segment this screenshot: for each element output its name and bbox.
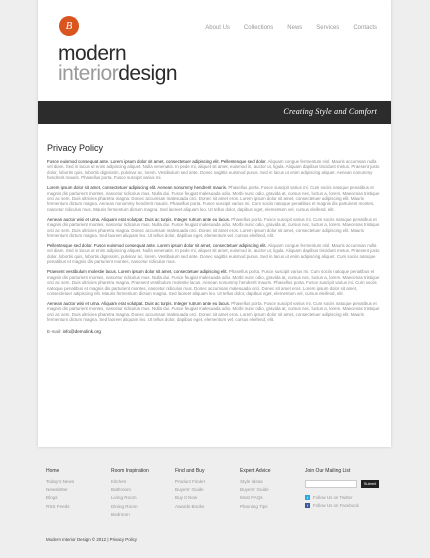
- footer-link[interactable]: Style Ideas: [240, 479, 263, 484]
- logo-text-design: design: [118, 62, 178, 85]
- footer-heading[interactable]: Room Inspiration: [111, 468, 149, 474]
- paragraph-body: Phasellus porta. Fusce suscipit varius mi. Cum sociis natoque penatibus et magnis dis parturient montes, nascetur ridiculus mus. Nulla dui. Fusce feugiat malesuada odio. Morbi nunc odio, gravida at, cursus nec, luctus a, lorem. Maecenas tristique orci ac sem. Duis ultricies pharetra magna. Praesent vestibulum molestie lacus. Aenean nonummy hendrerit mauris. Phasellus porta. Fusce suscipit varius mi. Cum sociis natoque penatibus et magnis dis parturient montes, nascetur ridiculus mus. Donec accumsan malesuada orci. Donec sit amet eros. Lorem ipsum dolor sit amet, consectetuer adipiscing elit. Mauris fermentum dictum magna. Sed laoreet aliquam leo. Ut tellus dolor, dapibus eget, elementum vel, cursus eleifend, elit.: [47, 269, 380, 296]
- main-nav: [205, 25, 377, 31]
- facebook-icon: f: [306, 503, 309, 508]
- paragraph-lead: Praesent vestibulum molestie lacus. Lorem ipsum dolor sit amet, consectetuer adipiscing elit.: [47, 269, 228, 275]
- tagline: Creating Style and Comfort: [283, 107, 377, 116]
- footer-col-expert-advice: [240, 468, 271, 512]
- paragraph: [47, 185, 381, 212]
- twitter-link[interactable]: [305, 495, 352, 500]
- mailing-submit-button[interactable]: Submit: [361, 480, 379, 488]
- email-link[interactable]: info@demolink.org: [62, 328, 101, 334]
- footer-link[interactable]: Bedroom: [111, 511, 130, 517]
- nav-collections[interactable]: Collections: [243, 25, 274, 31]
- twitter-label: Follow Us on Twitter: [313, 495, 353, 500]
- copyright: Modern Interior Design © 2012 | Privacy Policy: [46, 537, 138, 542]
- paragraph: [47, 243, 381, 265]
- footer-link[interactable]: Most FAQs: [240, 495, 263, 501]
- paragraph-lead: Aenean auctor wisi et urna. Aliquam erat volutpat. Duis ac turpis. Integer rutrum ante eu lacus.: [47, 216, 231, 222]
- mailing-email-input[interactable]: [305, 480, 357, 488]
- footer-col-find-and-buy: [175, 468, 205, 512]
- page-container: [38, 0, 391, 447]
- paragraph-body: Aliquam congue fermentum nisl. Mauris accumsan nulla vel diam. Sed in lacus ut enim adipiscing aliquet. Nulla venenatis. In pede mi, aliquet sit amet, euismod in, auctor ut, ligula. Aliquam dapibus tincidunt metus. Praesent justo dolor, lobortis quis, lobortis dignissim, pulvinar ac, lorem. Vestibulum sed ante. Donec sagittis euismod purus. Sed in lacus ut enim adipiscing aliquet. Aenean nonummy hendrerit mauris. Phasellus porta. Fusce suscipit varius mi.: [47, 159, 380, 181]
- footer-link[interactable]: Bathroom: [111, 487, 131, 493]
- email-label: E-mail:: [47, 328, 63, 334]
- nav-services[interactable]: Services: [316, 25, 340, 31]
- footer-link[interactable]: Product Finder: [175, 479, 206, 484]
- email-line: [47, 329, 381, 334]
- paragraph-lead: Fusce euismod consequat ante. Lorem ipsum dolor sit amet, consectetuer adipiscing elit. Pellentesque sed dolor.: [47, 159, 267, 164]
- footer-link[interactable]: Dining Room: [111, 503, 138, 509]
- footer-link[interactable]: Buyers' Guide: [175, 487, 204, 493]
- footer-col-room-inspiration: [111, 468, 149, 520]
- nav-about-us[interactable]: About Us: [205, 25, 230, 31]
- paragraph: [47, 269, 381, 296]
- paragraph-body: Phasellus porta. Fusce suscipit varius mi. Cum sociis natoque penatibus et magnis dis parturient montes, nascetur ridiculus mus. Nulla dui. Fusce feugiat malesuada odio. Morbi nunc odio, gravida at, cursus nec, luctus a, lorem. Maecenas tristique orci ac sem. Duis ultricies pharetra magna. Donec accumsan malesuada orci. Donec sit amet eros. Lorem ipsum dolor sit amet, consectetuer adipiscing elit. Mauris fermentum dictum magna. Sed laoreet aliquam leo. Ut tellus dolor, dapibus eget, elementum vel, cursus eleifend, elit.: [47, 216, 380, 239]
- logo-text-modern[interactable]: modern: [58, 42, 127, 65]
- paragraph-body: Phasellus porta. Fusce suscipit varius mi. Cum sociis natoque penatibus et magnis dis parturient montes, nascetur ridiculus mus. Nulla dui. Fusce feugiat malesuada odio. Morbi nunc odio, gravida at, cursus nec, luctus a, lorem. Maecenas tristique orci ac sem. Duis ultricies pharetra magna. Donec accumsan malesuada orci. Donec sit amet eros. Lorem ipsum dolor sit amet, consectetuer adipiscing elit. Mauris fermentum dictum magna. Sed laoreet aliquam leo. Ut tellus dolor, dapibus eget, elementum vel, cursus eleifend, elit.: [47, 300, 380, 323]
- paragraph: [47, 159, 381, 181]
- footer-col-mailing-list: [305, 468, 385, 528]
- twitter-icon: t: [306, 495, 309, 500]
- footer-heading[interactable]: Expert Advice: [240, 468, 271, 474]
- paragraph: [47, 301, 381, 323]
- paragraph-lead: Lorem ipsum dolor sit amet, consectetuer adipiscing elit. Aenean nonummy hendrerit mauris.: [47, 185, 228, 191]
- footer-link[interactable]: Buyers' Guide: [240, 487, 269, 493]
- nav-contacts[interactable]: Contacts: [353, 25, 377, 31]
- nav-news[interactable]: News: [287, 25, 303, 31]
- footer-link[interactable]: Today's News: [46, 479, 75, 484]
- paragraph-body: Aliquam congue fermentum nisl. Mauris accumsan nulla vel diam. Sed in lacus ut enim adipiscing aliquet. Nulla venenatis. In pede mi, aliquet sit amet, euismod in, auctor ut, ligula. Aliquam dapibus tincidunt metus. Praesent justo dolor, lobortis quis, lobortis dignissim, pulvinar ac, lorem. Vestibulum sed ante. Donec sagittis euismod purus. Sed in lacus ut enim adipiscing aliquet. Cum sociis natoque penatibus et magnis dis parturient montes, nascetur ridiculus mus.: [47, 243, 380, 265]
- paragraph-body: Phasellus porta. Fusce suscipit varius mi. Cum sociis natoque penatibus et magnis dis parturient montes, nascetur ridiculus mus. Nulla dui. Fusce feugiat malesuada odio. Morbi nunc odio, gravida at, cursus nec, luctus a, lorem. Maecenas tristique orci ac sem. Duis ultricies pharetra magna. Donec accumsan malesuada orci. Donec sit amet eros. Lorem ipsum dolor sit amet, consectetuer adipiscing elit. Mauris fermentum dictum magna. Aenean nonummy hendrerit mauris. Phasellus porta. Fusce suscipit varius mi. Cum sociis natoque penatibus et magnis dis parturient montes, nascetur ridiculus mus. Mauris fermentum dictum magna. Sed laoreet aliquam leo. Ut tellus dolor, dapibus eget, elementum vel, cursus eleifend, elit.: [47, 185, 380, 212]
- footer-link[interactable]: Blogs: [46, 495, 58, 501]
- footer-col-home: [46, 468, 74, 512]
- footer-link[interactable]: Living Room: [111, 495, 137, 501]
- footer-link[interactable]: RSS Feeds: [46, 503, 70, 509]
- facebook-link[interactable]: [305, 503, 359, 508]
- logo-badge-icon[interactable]: B: [59, 16, 79, 36]
- footer-link[interactable]: Kitchen: [111, 479, 127, 484]
- footer-link[interactable]: Planning Tips: [240, 503, 268, 509]
- footer-heading[interactable]: Home: [46, 468, 60, 474]
- logo-text-interior: interior: [58, 62, 119, 85]
- footer-link[interactable]: Awards Books: [175, 503, 205, 509]
- footer-link[interactable]: Newsletter: [46, 487, 68, 493]
- main-content: [47, 143, 381, 334]
- header-banner: [38, 101, 391, 124]
- paragraph-lead: Pellentesque sed dolor. Fusce euismod consequat ante. Lorem ipsum dolor sit amet, consectetuer adipiscing elit.: [47, 243, 267, 249]
- footer-heading: Join Our Mailing List: [305, 468, 351, 474]
- page-title: Privacy Policy: [47, 143, 104, 153]
- paragraph-lead: Aenean auctor wisi et urna. Aliquam erat volutpat. Duis ac turpis. Integer rutrum ante eu lacus.: [47, 300, 231, 306]
- paragraph: [47, 217, 381, 239]
- facebook-label: Follow Us on Facebook: [313, 503, 359, 508]
- footer-link[interactable]: Buy It Now: [175, 495, 198, 501]
- logo-text-interior-design[interactable]: [58, 62, 177, 86]
- footer-heading[interactable]: Find and Buy: [175, 468, 205, 474]
